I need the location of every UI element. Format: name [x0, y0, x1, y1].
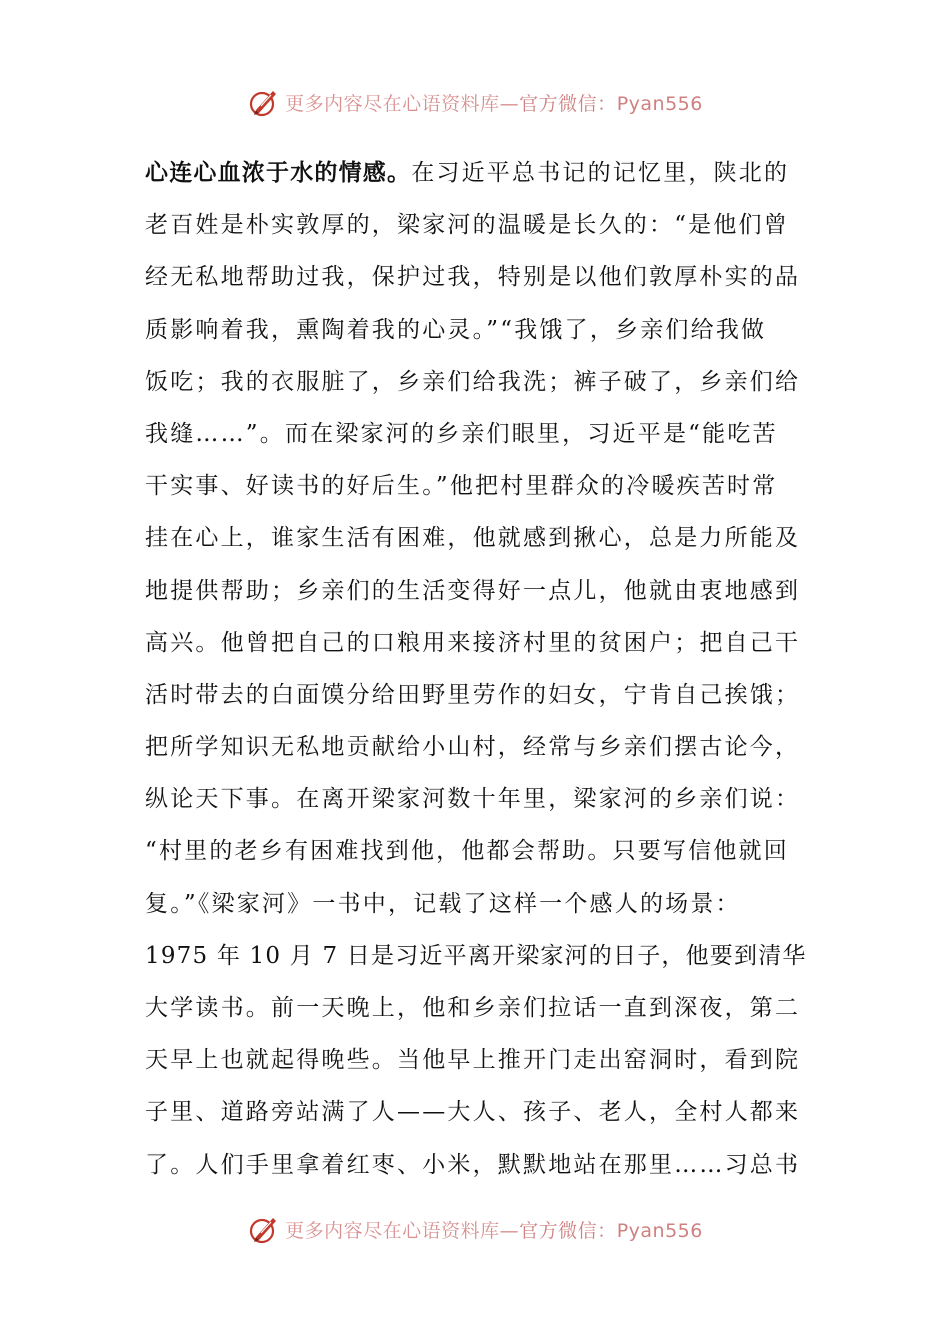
- body-line: 干实事、好读书的好后生。”他把村里群众的冷暖疾苦时常: [145, 473, 778, 500]
- bold-lead-phrase: 心连心血浓于水的情感。: [145, 160, 412, 186]
- body-line: 子里、道路旁站满了人——大人、孩子、老人，全村人都来: [145, 1099, 801, 1126]
- body-line: “村里的老乡有困难找到他，他都会帮助。只要写信他就回: [145, 838, 789, 865]
- body-line: 我缝……”。而在梁家河的乡亲们眼里，习近平是“能吃苦: [145, 420, 778, 447]
- body-line: 老百姓是朴实敦厚的，梁家河的温暖是长久的：“是他们曾: [145, 212, 789, 239]
- quill-pen-logo-icon: [247, 1212, 281, 1246]
- body-line: 天早上也就起得晚些。当他早上推开门走出窑洞时，看到院: [145, 1047, 801, 1074]
- body-line: 了。人们手里拿着红枣、小米，默默地站在那里……习总书: [145, 1151, 801, 1178]
- body-line-1: 心连心血浓于水的情感。在习近平总书记的记忆里，陕北的: [145, 160, 790, 186]
- body-line: 高兴。他曾把自己的口粮用来接济村里的贫困户；把自己干: [145, 629, 801, 656]
- body-line: 把所学知识无私地贡献给小山村，经常与乡亲们摆古论今，: [145, 734, 801, 761]
- body-line: 1975 年 10 月 7 日是习近平离开梁家河的日子，他要到清华: [145, 942, 807, 969]
- body-line: 纵论天下事。在离开梁家河数十年里，梁家河的乡亲们说：: [145, 786, 801, 813]
- footer-watermark-banner: [0, 1209, 950, 1249]
- body-line: 饭吃；我的衣服脏了，乡亲们给我洗；裤子破了，乡亲们给: [145, 368, 801, 395]
- body-line: 复。”《梁家河》一书中，记载了这样一个感人的场景：: [145, 890, 741, 917]
- document-body: [145, 147, 810, 1191]
- quill-pen-logo-icon: [247, 85, 281, 119]
- watermark-text: 更多内容尽在心语资料库—官方微信：Pyan556: [285, 92, 703, 115]
- body-line: 活时带去的白面馍分给田野里劳作的妇女，宁肯自己挨饿；: [145, 681, 801, 708]
- body-line: 地提供帮助；乡亲们的生活变得好一点儿，他就由衷地感到: [145, 577, 801, 604]
- body-line: 大学读书。前一天晚上，他和乡亲们拉话一直到深夜，第二: [145, 995, 801, 1021]
- body-line: 质影响着我，熏陶着我的心灵。”“我饿了，乡亲们给我做: [145, 316, 767, 343]
- watermark-text: 更多内容尽在心语资料库—官方微信：Pyan556: [285, 1219, 703, 1242]
- body-line: 经无私地帮助过我，保护过我，特别是以他们敦厚朴实的品: [145, 264, 801, 291]
- header-watermark-banner: [0, 82, 950, 122]
- body-line: 挂在心上，谁家生活有困难，他就感到揪心，总是力所能及: [145, 525, 801, 552]
